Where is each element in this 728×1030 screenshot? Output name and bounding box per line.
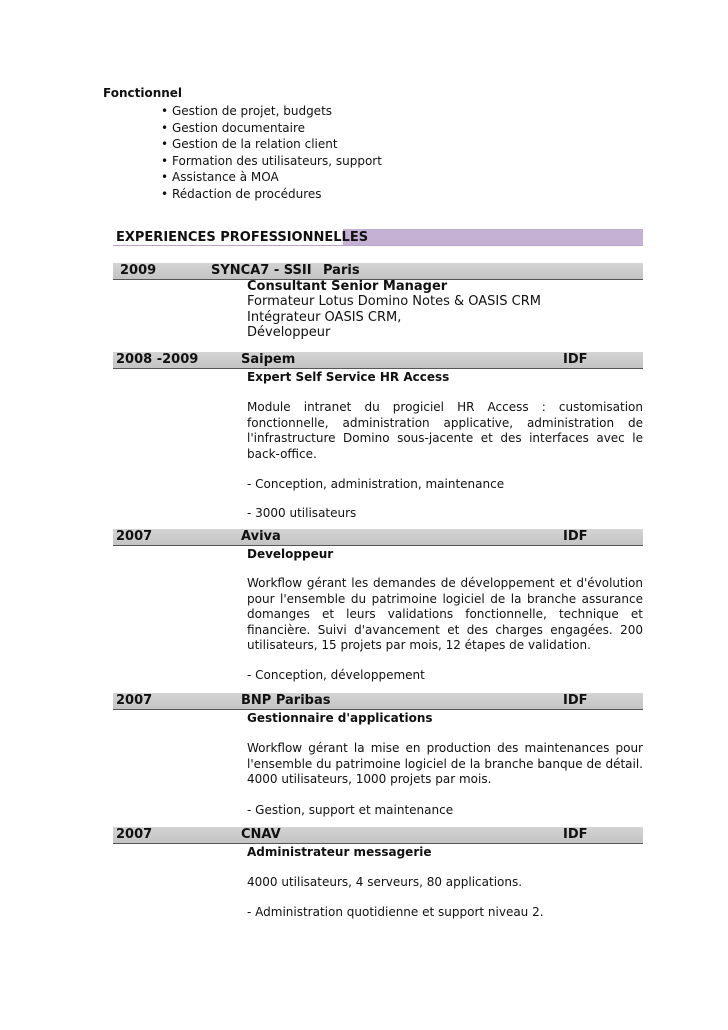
experience-location: IDF — [563, 529, 588, 544]
skills-list — [161, 103, 382, 203]
experience-company: CNAV — [241, 827, 281, 842]
experience-bullet: - Gestion, support et maintenance — [247, 802, 454, 817]
experience-location: IDF — [563, 352, 588, 367]
experience-company: SYNCA7 - SSII — [211, 263, 312, 278]
experience-body-bnp — [247, 711, 643, 818]
experience-year: 2009 — [120, 263, 157, 278]
role-line: Développeur — [247, 324, 331, 340]
list-item: • Rédaction de procédures — [161, 186, 322, 201]
list-item: • Formation des utilisateurs, support — [161, 153, 382, 168]
role-line: Formateur Lotus Domino Notes & OASIS CRM — [247, 294, 541, 310]
experience-location: IDF — [563, 693, 588, 708]
experience-year: 2007 — [116, 827, 153, 842]
bullet-icon: • — [161, 120, 169, 135]
experience-bullet: - Conception, développement — [247, 667, 425, 682]
experience-body-synca7 — [247, 279, 643, 340]
experience-role: Administrateur messagerie — [247, 845, 432, 859]
experience-body-cnav — [247, 845, 643, 920]
experience-body-aviva — [247, 547, 643, 683]
experience-header-saipem — [113, 352, 643, 369]
role-line: Intégrateur OASIS CRM, — [247, 309, 402, 325]
experience-role: Developpeur — [247, 547, 334, 561]
experience-description: Workflow gérant les demandes de développement et d'évolution pour l'ensemble du patrimoine logiciel de la branche assurance domanges et leurs validations fonctionnelle, technique et financière. Suivi d'avancement et des charges engagées. 200 utilisateurs, 15 projets par mois, 12 étapes de validation. — [247, 576, 643, 652]
role-line: Consultant Senior Manager — [247, 279, 448, 294]
list-item: • Gestion de la relation client — [161, 137, 338, 152]
experience-body-saipem — [247, 370, 643, 521]
experience-year: 2007 — [116, 529, 153, 544]
experience-bullet: - Conception, administration, maintenance — [247, 477, 505, 491]
bullet-icon: • — [161, 137, 169, 152]
experience-header-synca7 — [113, 263, 643, 280]
experience-description: 4000 utilisateurs, 4 serveurs, 80 applications. — [247, 875, 523, 889]
experience-description: Workflow gérant la mise en production des maintenances pour l'ensemble du patrimoine logiciel de la branche banque de détail. 4000 utilisateurs, 1000 projets par mois. — [247, 741, 643, 786]
experience-role: Gestionnaire d'applications — [247, 711, 433, 725]
experience-company: Saipem — [241, 352, 296, 367]
list-item: • Assistance à MOA — [161, 170, 279, 185]
section-header: EXPERIENCES PROFESSIONNELLES — [113, 229, 643, 246]
experience-company: BNP Paribas — [241, 693, 331, 708]
experience-company: Aviva — [241, 529, 281, 544]
experience-year: 2008 -2009 — [116, 352, 199, 367]
skills-title: Fonctionnel — [103, 86, 183, 100]
experience-role: Expert Self Service HR Access — [247, 370, 450, 384]
experience-location: IDF — [563, 827, 588, 842]
experience-header-cnav — [113, 827, 643, 844]
bullet-icon: • — [161, 170, 169, 185]
list-item: • Gestion documentaire — [161, 120, 306, 135]
experience-header-bnp — [113, 693, 643, 710]
experience-header-aviva — [113, 529, 643, 546]
experience-description: Module intranet du progiciel HR Access : customisation fonctionnelle, administration applicative, administration de l'infrastructure Domino sous-jacente et des interfaces avec le back-office. — [247, 400, 643, 461]
bullet-icon: • — [161, 104, 169, 118]
experience-year: 2007 — [116, 693, 153, 708]
experience-bullet: - 3000 utilisateurs — [247, 506, 357, 520]
bullet-icon: • — [161, 153, 169, 168]
experience-location: Paris — [323, 263, 360, 278]
bullet-icon: • — [161, 186, 169, 201]
list-item: • Gestion de projet, budgets — [161, 104, 333, 118]
experience-bullet: - Administration quotidienne et support niveau 2. — [247, 904, 544, 919]
